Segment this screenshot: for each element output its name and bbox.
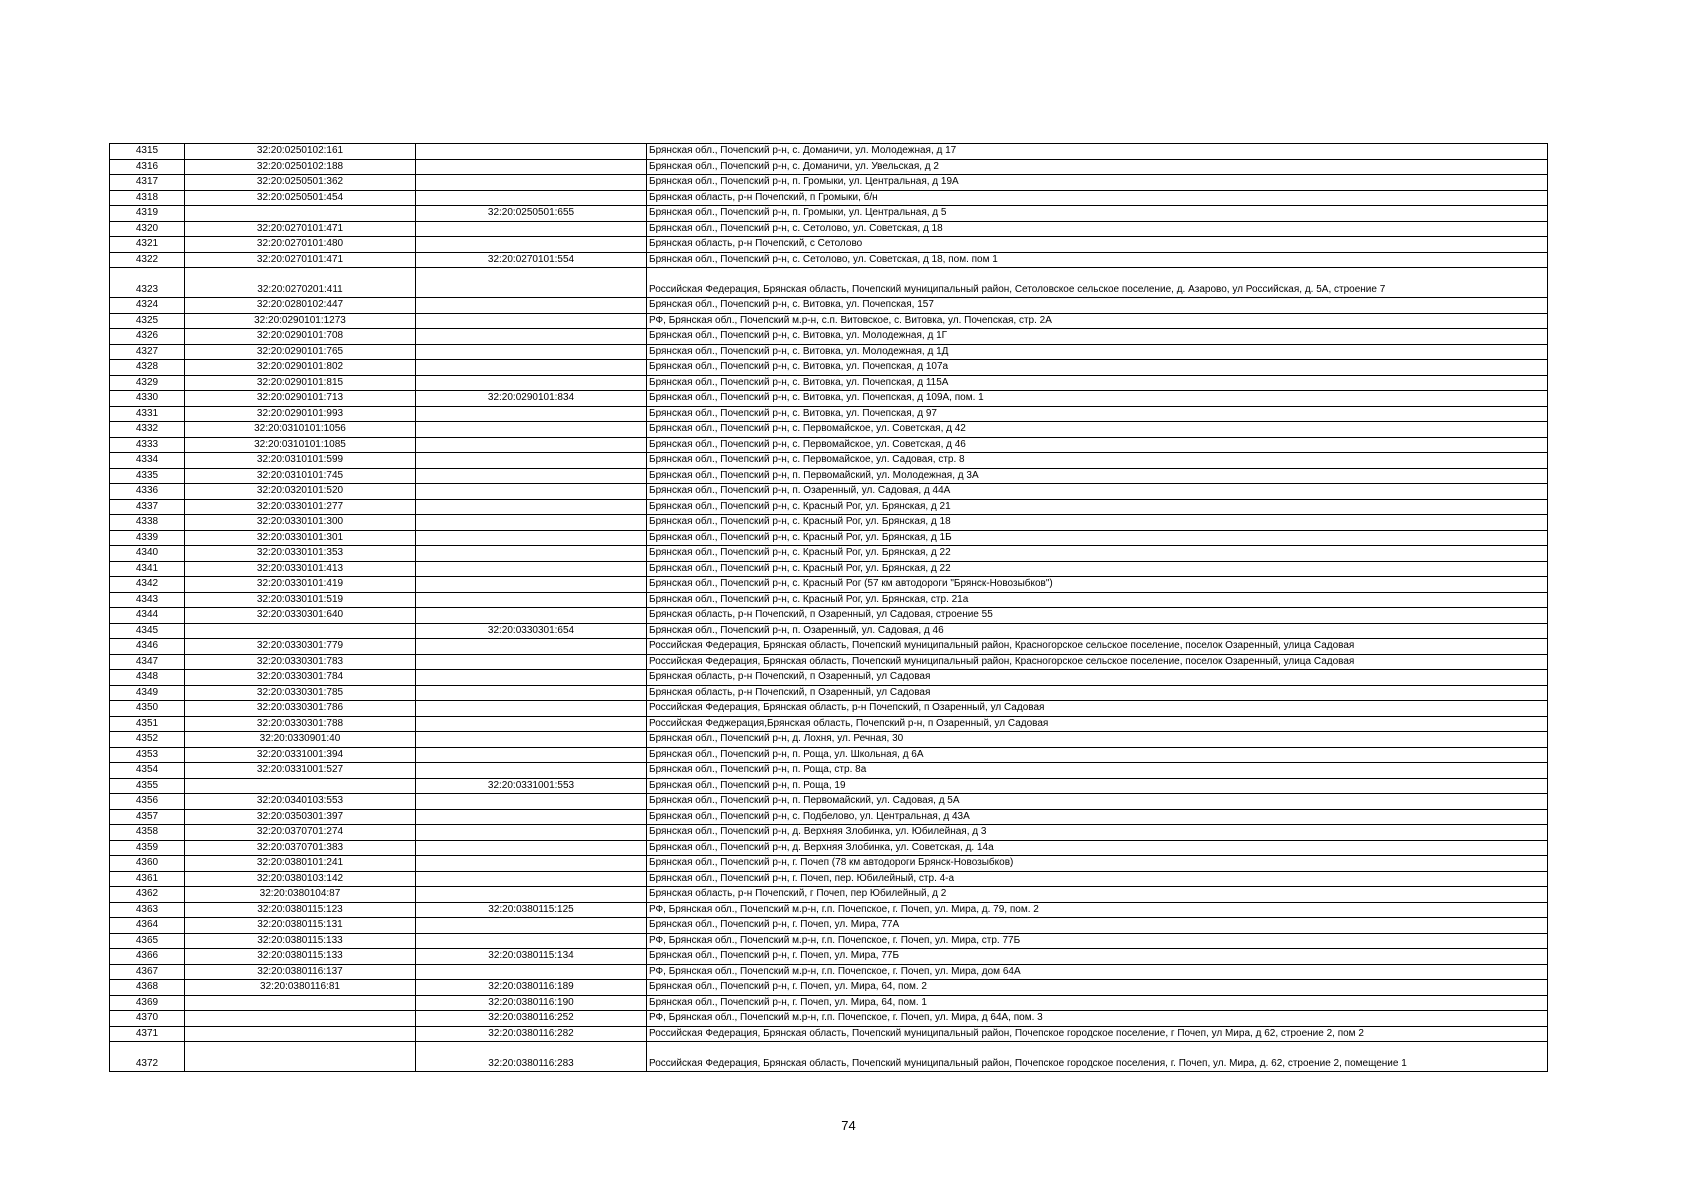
address-cell: Брянская обл., Почепский р-н, п. Громыки, ул. Центральная, д 5 (647, 206, 1548, 222)
cadastral-number-cell: 32:20:0330301:785 (185, 685, 416, 701)
linked-cadastral-number-cell (416, 344, 647, 360)
row-number-cell: 4347 (110, 654, 185, 670)
linked-cadastral-number-cell (416, 375, 647, 391)
address-cell: Брянская обл., Почепский р-н, с. Витовка, ул. Почепская, д 109А, пом. 1 (647, 391, 1548, 407)
row-number-cell: 4341 (110, 561, 185, 577)
row-number-cell: 4356 (110, 794, 185, 810)
row-number-cell: 4321 (110, 237, 185, 253)
cadastral-number-cell: 32:20:0270101:480 (185, 237, 416, 253)
cadastral-number-cell: 32:20:0310101:745 (185, 468, 416, 484)
linked-cadastral-number-cell: 32:20:0380116:252 (416, 1011, 647, 1027)
linked-cadastral-number-cell (416, 546, 647, 562)
cadastral-number-cell: 32:20:0350301:397 (185, 809, 416, 825)
address-cell: Брянская обл., Почепский р-н, г. Почеп, пер. Юбилейный, стр. 4-а (647, 871, 1548, 887)
linked-cadastral-number-cell (416, 608, 647, 624)
registry-table-body (110, 144, 1548, 1072)
linked-cadastral-number-cell (416, 453, 647, 469)
linked-cadastral-number-cell (416, 964, 647, 980)
row-number-cell: 4351 (110, 716, 185, 732)
cadastral-number-cell: 32:20:0380116:137 (185, 964, 416, 980)
linked-cadastral-number-cell (416, 159, 647, 175)
table-row (110, 515, 1548, 531)
linked-cadastral-number-cell (416, 701, 647, 717)
table-row (110, 949, 1548, 965)
address-cell: Российская Федерация, Брянская область, Почепский муниципальный район, Почепское городское поселение, г Почеп, ул Мира, д 62, строение 2, пом 2 (647, 1026, 1548, 1042)
address-cell: Брянская обл., Почепский р-н, г. Почеп (78 км автодороги Брянск-Новозыбков) (647, 856, 1548, 872)
table-row (110, 144, 1548, 160)
cadastral-number-cell: 32:20:0330901:40 (185, 732, 416, 748)
cadastral-number-cell: 32:20:0380115:131 (185, 918, 416, 934)
address-cell: Брянская обл., Почепский р-н, с. Красный Рог, ул. Брянская, д 22 (647, 546, 1548, 562)
registry-table (109, 143, 1548, 1072)
address-cell: Брянская обл., Почепский р-н, п. Громыки, ул. Центральная, д 19А (647, 175, 1548, 191)
linked-cadastral-number-cell (416, 422, 647, 438)
table-row (110, 825, 1548, 841)
row-number-cell: 4370 (110, 1011, 185, 1027)
row-number-cell: 4362 (110, 887, 185, 903)
address-cell: Российская Федерация, Брянская область, Почепский муниципальный район, Почепское городское поселения, г. Почеп, ул. Мира, д. 62, строение 2, помещение 1 (647, 1042, 1548, 1072)
address-cell: Брянская обл., Почепский р-н, п. Озаренный, ул. Садовая, д 46 (647, 623, 1548, 639)
row-number-cell: 4332 (110, 422, 185, 438)
linked-cadastral-number-cell: 32:20:0380115:134 (416, 949, 647, 965)
linked-cadastral-number-cell (416, 175, 647, 191)
table-row (110, 639, 1548, 655)
address-cell: Брянская область, р-н Почепский, с Сетолово (647, 237, 1548, 253)
address-cell: Брянская область, р-н Почепский, г Почеп, пер Юбилейный, д 2 (647, 887, 1548, 903)
linked-cadastral-number-cell (416, 329, 647, 345)
linked-cadastral-number-cell (416, 468, 647, 484)
linked-cadastral-number-cell (416, 639, 647, 655)
address-cell: РФ, Брянская обл., Почепский м.р-н, г.п. Почепское, г. Почеп, ул. Мира, д. 79, пом. 2 (647, 902, 1548, 918)
address-cell: Брянская обл., Почепский р-н, с. Красный Рог, ул. Брянская, д 18 (647, 515, 1548, 531)
cadastral-number-cell: 32:20:0380115:133 (185, 933, 416, 949)
address-cell: Брянская обл., Почепский р-н, п. Роща, 19 (647, 778, 1548, 794)
linked-cadastral-number-cell: 32:20:0331001:553 (416, 778, 647, 794)
address-cell: Брянская обл., Почепский р-н, с. Красный Рог, ул. Брянская, стр. 21а (647, 592, 1548, 608)
linked-cadastral-number-cell (416, 856, 647, 872)
address-cell: Брянская область, р-н Почепский, п Громыки, б/н (647, 190, 1548, 206)
address-cell: Брянская обл., Почепский р-н, д. Верхняя Злобинка, ул. Советская, д. 14а (647, 840, 1548, 856)
address-cell: Брянская обл., Почепский р-н, с. Красный Рог, ул. Брянская, д 22 (647, 561, 1548, 577)
row-number-cell: 4345 (110, 623, 185, 639)
table-row (110, 468, 1548, 484)
linked-cadastral-number-cell (416, 887, 647, 903)
address-cell: Брянская обл., Почепский р-н, с. Витовка, ул. Почепская, д 115А (647, 375, 1548, 391)
table-row (110, 298, 1548, 314)
linked-cadastral-number-cell (416, 763, 647, 779)
row-number-cell: 4316 (110, 159, 185, 175)
table-row (110, 221, 1548, 237)
linked-cadastral-number-cell (416, 530, 647, 546)
table-row (110, 484, 1548, 500)
row-number-cell: 4355 (110, 778, 185, 794)
table-row (110, 964, 1548, 980)
table-row (110, 561, 1548, 577)
row-number-cell: 4368 (110, 980, 185, 996)
linked-cadastral-number-cell (416, 809, 647, 825)
linked-cadastral-number-cell (416, 499, 647, 515)
cadastral-number-cell: 32:20:0290101:802 (185, 360, 416, 376)
cadastral-number-cell: 32:20:0380101:241 (185, 856, 416, 872)
cadastral-number-cell (185, 1026, 416, 1042)
address-cell: Брянская обл., Почепский р-н, с. Доманичи, ул. Молодежная, д 17 (647, 144, 1548, 160)
table-row (110, 577, 1548, 593)
table-row (110, 375, 1548, 391)
row-number-cell: 4323 (110, 268, 185, 298)
cadastral-number-cell: 32:20:0270101:471 (185, 252, 416, 268)
table-row (110, 530, 1548, 546)
cadastral-number-cell: 32:20:0380116:81 (185, 980, 416, 996)
table-row (110, 763, 1548, 779)
cadastral-number-cell: 32:20:0380104:87 (185, 887, 416, 903)
linked-cadastral-number-cell (416, 670, 647, 686)
cadastral-number-cell: 32:20:0330101:277 (185, 499, 416, 515)
cadastral-number-cell: 32:20:0370701:274 (185, 825, 416, 841)
linked-cadastral-number-cell (416, 360, 647, 376)
table-row (110, 778, 1548, 794)
linked-cadastral-number-cell (416, 313, 647, 329)
linked-cadastral-number-cell: 32:20:0380115:125 (416, 902, 647, 918)
linked-cadastral-number-cell (416, 577, 647, 593)
table-row (110, 329, 1548, 345)
address-cell: Брянская обл., Почепский р-н, с. Доманичи, ул. Увельская, д 2 (647, 159, 1548, 175)
address-cell: Брянская обл., Почепский р-н, г. Почеп, ул. Мира, 64, пом. 2 (647, 980, 1548, 996)
table-row (110, 175, 1548, 191)
linked-cadastral-number-cell (416, 221, 647, 237)
address-cell: Российская Федерация, Брянская область, Почепский муниципальный район, Красногорское сельское поселение, поселок Озаренный, улица Садовая (647, 639, 1548, 655)
cadastral-number-cell: 32:20:0290101:765 (185, 344, 416, 360)
table-row (110, 918, 1548, 934)
table-row (110, 437, 1548, 453)
row-number-cell: 4371 (110, 1026, 185, 1042)
linked-cadastral-number-cell (416, 933, 647, 949)
linked-cadastral-number-cell (416, 592, 647, 608)
table-row (110, 623, 1548, 639)
table-row (110, 499, 1548, 515)
cadastral-number-cell: 32:20:0330301:640 (185, 608, 416, 624)
cadastral-number-cell: 32:20:0331001:527 (185, 763, 416, 779)
row-number-cell: 4364 (110, 918, 185, 934)
address-cell: Брянская обл., Почепский р-н, с. Витовка, ул. Молодежная, д 1Д (647, 344, 1548, 360)
cadastral-number-cell: 32:20:0290101:713 (185, 391, 416, 407)
cadastral-number-cell (185, 1011, 416, 1027)
linked-cadastral-number-cell (416, 298, 647, 314)
table-row (110, 887, 1548, 903)
linked-cadastral-number-cell (416, 840, 647, 856)
linked-cadastral-number-cell: 32:20:0250501:655 (416, 206, 647, 222)
address-cell: Российская Феджерация,Брянская область, Почепский р-н, п Озаренный, ул Садовая (647, 716, 1548, 732)
row-number-cell: 4325 (110, 313, 185, 329)
cadastral-number-cell: 32:20:0290101:708 (185, 329, 416, 345)
address-cell: Брянская обл., Почепский р-н, с. Витовка, ул. Почепская, д 107а (647, 360, 1548, 376)
row-number-cell: 4320 (110, 221, 185, 237)
cadastral-number-cell: 32:20:0330101:519 (185, 592, 416, 608)
linked-cadastral-number-cell (416, 515, 647, 531)
row-number-cell: 4336 (110, 484, 185, 500)
linked-cadastral-number-cell: 32:20:0380116:282 (416, 1026, 647, 1042)
table-row (110, 856, 1548, 872)
table-row (110, 406, 1548, 422)
row-number-cell: 4333 (110, 437, 185, 453)
linked-cadastral-number-cell (416, 825, 647, 841)
cadastral-number-cell: 32:20:0320101:520 (185, 484, 416, 500)
linked-cadastral-number-cell: 32:20:0330301:654 (416, 623, 647, 639)
cadastral-number-cell: 32:20:0380115:133 (185, 949, 416, 965)
linked-cadastral-number-cell (416, 237, 647, 253)
cadastral-number-cell (185, 995, 416, 1011)
address-cell: Российская Федерация, Брянская область, Почепский муниципальный район, Сетоловское сельское поселение, д. Азарово, ул Российская, д. 5А, строение 7 (647, 268, 1548, 298)
table-row (110, 701, 1548, 717)
cadastral-number-cell: 32:20:0330301:779 (185, 639, 416, 655)
row-number-cell: 4372 (110, 1042, 185, 1072)
cadastral-number-cell: 32:20:0380115:123 (185, 902, 416, 918)
linked-cadastral-number-cell: 32:20:0380116:283 (416, 1042, 647, 1072)
table-row (110, 747, 1548, 763)
table-row (110, 654, 1548, 670)
cadastral-number-cell: 32:20:0250501:454 (185, 190, 416, 206)
table-row (110, 190, 1548, 206)
table-row (110, 995, 1548, 1011)
address-cell: Брянская обл., Почепский р-н, п. Первомайский, ул. Садовая, д 5А (647, 794, 1548, 810)
cadastral-number-cell: 32:20:0290101:993 (185, 406, 416, 422)
address-cell: Брянская обл., Почепский р-н, д. Верхняя Злобинка, ул. Юбилейная, д 3 (647, 825, 1548, 841)
address-cell: Брянская обл., Почепский р-н, с. Сетолово, ул. Советская, д 18, пом. пом 1 (647, 252, 1548, 268)
address-cell: Брянская обл., Почепский р-н, с. Витовка, ул. Молодежная, д 1Г (647, 329, 1548, 345)
address-cell: РФ, Брянская обл., Почепский м.р-н, г.п. Почепское, г. Почеп, ул. Мира, дом 64А (647, 964, 1548, 980)
cadastral-number-cell: 32:20:0290101:815 (185, 375, 416, 391)
cadastral-number-cell: 32:20:0330301:784 (185, 670, 416, 686)
address-cell: Брянская обл., Почепский р-н, с. Красный Рог, ул. Брянская, д 21 (647, 499, 1548, 515)
cadastral-number-cell: 32:20:0380103:142 (185, 871, 416, 887)
address-cell: Брянская обл., Почепский р-н, с. Витовка, ул. Почепская, 157 (647, 298, 1548, 314)
table-row (110, 422, 1548, 438)
linked-cadastral-number-cell (416, 484, 647, 500)
address-cell: Брянская обл., Почепский р-н, п. Роща, стр. 8а (647, 763, 1548, 779)
table-row (110, 592, 1548, 608)
linked-cadastral-number-cell (416, 406, 647, 422)
row-number-cell: 4330 (110, 391, 185, 407)
cadastral-number-cell: 32:20:0330101:300 (185, 515, 416, 531)
table-row (110, 685, 1548, 701)
linked-cadastral-number-cell (416, 732, 647, 748)
address-cell: Брянская обл., Почепский р-н, с. Первомайское, ул. Садовая, стр. 8 (647, 453, 1548, 469)
cadastral-number-cell: 32:20:0330101:419 (185, 577, 416, 593)
address-cell: Брянская обл., Почепский р-н, г. Почеп, ул. Мира, 77А (647, 918, 1548, 934)
address-cell: Брянская обл., Почепский р-н, г. Почеп, ул. Мира, 64, пом. 1 (647, 995, 1548, 1011)
cadastral-number-cell: 32:20:0270101:471 (185, 221, 416, 237)
address-cell: Брянская область, р-н Почепский, п Озаренный, ул Садовая (647, 685, 1548, 701)
address-cell: Брянская обл., Почепский р-н, п. Первомайский, ул. Молодежная, д 3А (647, 468, 1548, 484)
cadastral-number-cell: 32:20:0331001:394 (185, 747, 416, 763)
row-number-cell: 4322 (110, 252, 185, 268)
cadastral-number-cell: 32:20:0330101:353 (185, 546, 416, 562)
table-row (110, 980, 1548, 996)
linked-cadastral-number-cell (416, 190, 647, 206)
table-row (110, 268, 1548, 298)
row-number-cell: 4352 (110, 732, 185, 748)
table-row (110, 902, 1548, 918)
row-number-cell: 4318 (110, 190, 185, 206)
cadastral-number-cell: 32:20:0250102:188 (185, 159, 416, 175)
table-row (110, 360, 1548, 376)
cadastral-number-cell: 32:20:0310101:1085 (185, 437, 416, 453)
linked-cadastral-number-cell (416, 716, 647, 732)
row-number-cell: 4346 (110, 639, 185, 655)
table-row (110, 206, 1548, 222)
cadastral-number-cell: 32:20:0290101:1273 (185, 313, 416, 329)
linked-cadastral-number-cell (416, 794, 647, 810)
cadastral-number-cell: 32:20:0280102:447 (185, 298, 416, 314)
row-number-cell: 4335 (110, 468, 185, 484)
linked-cadastral-number-cell (416, 871, 647, 887)
row-number-cell: 4367 (110, 964, 185, 980)
linked-cadastral-number-cell (416, 747, 647, 763)
cadastral-number-cell: 32:20:0310101:599 (185, 453, 416, 469)
linked-cadastral-number-cell (416, 685, 647, 701)
linked-cadastral-number-cell: 32:20:0290101:834 (416, 391, 647, 407)
linked-cadastral-number-cell: 32:20:0380116:189 (416, 980, 647, 996)
table-row (110, 794, 1548, 810)
linked-cadastral-number-cell (416, 918, 647, 934)
row-number-cell: 4334 (110, 453, 185, 469)
table-row (110, 809, 1548, 825)
table-row (110, 670, 1548, 686)
row-number-cell: 4358 (110, 825, 185, 841)
row-number-cell: 4357 (110, 809, 185, 825)
cadastral-number-cell: 32:20:0270201:411 (185, 268, 416, 298)
address-cell: РФ, Брянская обл., Почепский м.р-н, г.п. Почепское, г. Почеп, ул. Мира, стр. 77Б (647, 933, 1548, 949)
cadastral-number-cell (185, 778, 416, 794)
table-row (110, 546, 1548, 562)
address-cell: Брянская обл., Почепский р-н, с. Первомайское, ул. Советская, д 46 (647, 437, 1548, 453)
linked-cadastral-number-cell (416, 268, 647, 298)
address-cell: Российская Федерация, Брянская область, Почепский муниципальный район, Красногорское сельское поселение, поселок Озаренный, улица Садовая (647, 654, 1548, 670)
cadastral-number-cell (185, 206, 416, 222)
row-number-cell: 4348 (110, 670, 185, 686)
row-number-cell: 4363 (110, 902, 185, 918)
cadastral-number-cell: 32:20:0370701:383 (185, 840, 416, 856)
row-number-cell: 4366 (110, 949, 185, 965)
row-number-cell: 4317 (110, 175, 185, 191)
row-number-cell: 4337 (110, 499, 185, 515)
row-number-cell: 4349 (110, 685, 185, 701)
address-cell: РФ, Брянская обл., Почепский м.р-н, с.п. Витовское, с. Витовка, ул. Почепская, стр. 2А (647, 313, 1548, 329)
address-cell: Брянская область, р-н Почепский, п Озаренный, ул Садовая, строение 55 (647, 608, 1548, 624)
table-row (110, 608, 1548, 624)
address-cell: Брянская обл., Почепский р-н, г. Почеп, ул. Мира, 77Б (647, 949, 1548, 965)
table-row (110, 871, 1548, 887)
row-number-cell: 4340 (110, 546, 185, 562)
table-row (110, 313, 1548, 329)
address-cell: Брянская обл., Почепский р-н, с. Красный Рог, ул. Брянская, д 1Б (647, 530, 1548, 546)
row-number-cell: 4359 (110, 840, 185, 856)
cadastral-number-cell: 32:20:0250501:362 (185, 175, 416, 191)
table-row (110, 1042, 1548, 1072)
cadastral-number-cell: 32:20:0340103:553 (185, 794, 416, 810)
row-number-cell: 4315 (110, 144, 185, 160)
row-number-cell: 4339 (110, 530, 185, 546)
row-number-cell: 4327 (110, 344, 185, 360)
row-number-cell: 4329 (110, 375, 185, 391)
table-row (110, 732, 1548, 748)
cadastral-number-cell: 32:20:0330101:413 (185, 561, 416, 577)
table-row (110, 1011, 1548, 1027)
row-number-cell: 4342 (110, 577, 185, 593)
page-number: 74 (841, 1118, 856, 1133)
table-row (110, 716, 1548, 732)
table-row (110, 344, 1548, 360)
address-cell: Брянская обл., Почепский р-н, п. Роща, ул. Школьная, д 6А (647, 747, 1548, 763)
row-number-cell: 4350 (110, 701, 185, 717)
address-cell: Брянская обл., Почепский р-н, п. Озаренный, ул. Садовая, д 44А (647, 484, 1548, 500)
row-number-cell: 4365 (110, 933, 185, 949)
address-cell: Брянская обл., Почепский р-н, с. Сетолово, ул. Советская, д 18 (647, 221, 1548, 237)
row-number-cell: 4324 (110, 298, 185, 314)
cadastral-number-cell (185, 1042, 416, 1072)
linked-cadastral-number-cell (416, 561, 647, 577)
row-number-cell: 4338 (110, 515, 185, 531)
cadastral-number-cell: 32:20:0330101:301 (185, 530, 416, 546)
address-cell: Брянская обл., Почепский р-н, с. Подбелово, ул. Центральная, д 43А (647, 809, 1548, 825)
table-row (110, 840, 1548, 856)
row-number-cell: 4331 (110, 406, 185, 422)
table-row (110, 453, 1548, 469)
cadastral-number-cell (185, 623, 416, 639)
linked-cadastral-number-cell (416, 437, 647, 453)
table-row (110, 933, 1548, 949)
linked-cadastral-number-cell (416, 144, 647, 160)
linked-cadastral-number-cell: 32:20:0380116:190 (416, 995, 647, 1011)
table-row (110, 391, 1548, 407)
address-cell: РФ, Брянская обл., Почепский м.р-н, г.п. Почепское, г. Почеп, ул. Мира, д 64А, пом. 3 (647, 1011, 1548, 1027)
cadastral-number-cell: 32:20:0310101:1056 (185, 422, 416, 438)
linked-cadastral-number-cell: 32:20:0270101:554 (416, 252, 647, 268)
row-number-cell: 4344 (110, 608, 185, 624)
address-cell: Брянская обл., Почепский р-н, с. Красный Рог (57 км автодороги "Брянск-Новозыбков") (647, 577, 1548, 593)
cadastral-number-cell: 32:20:0330301:786 (185, 701, 416, 717)
address-cell: Брянская обл., Почепский р-н, с. Первомайское, ул. Советская, д 42 (647, 422, 1548, 438)
row-number-cell: 4369 (110, 995, 185, 1011)
address-cell: Брянская обл., Почепский р-н, с. Витовка, ул. Почепская, д 97 (647, 406, 1548, 422)
cadastral-number-cell: 32:20:0250102:161 (185, 144, 416, 160)
cadastral-number-cell: 32:20:0330301:783 (185, 654, 416, 670)
table-row (110, 252, 1548, 268)
row-number-cell: 4328 (110, 360, 185, 376)
address-cell: Российская Федерация, Брянская область, р-н Почепский, п Озаренный, ул Садовая (647, 701, 1548, 717)
row-number-cell: 4353 (110, 747, 185, 763)
table-row (110, 1026, 1548, 1042)
address-cell: Брянская обл., Почепский р-н, д. Лохня, ул. Речная, 30 (647, 732, 1548, 748)
cadastral-number-cell: 32:20:0330301:788 (185, 716, 416, 732)
row-number-cell: 4360 (110, 856, 185, 872)
row-number-cell: 4326 (110, 329, 185, 345)
table-row (110, 237, 1548, 253)
table-row (110, 159, 1548, 175)
row-number-cell: 4354 (110, 763, 185, 779)
row-number-cell: 4343 (110, 592, 185, 608)
address-cell: Брянская область, р-н Почепский, п Озаренный, ул Садовая (647, 670, 1548, 686)
row-number-cell: 4361 (110, 871, 185, 887)
row-number-cell: 4319 (110, 206, 185, 222)
linked-cadastral-number-cell (416, 654, 647, 670)
